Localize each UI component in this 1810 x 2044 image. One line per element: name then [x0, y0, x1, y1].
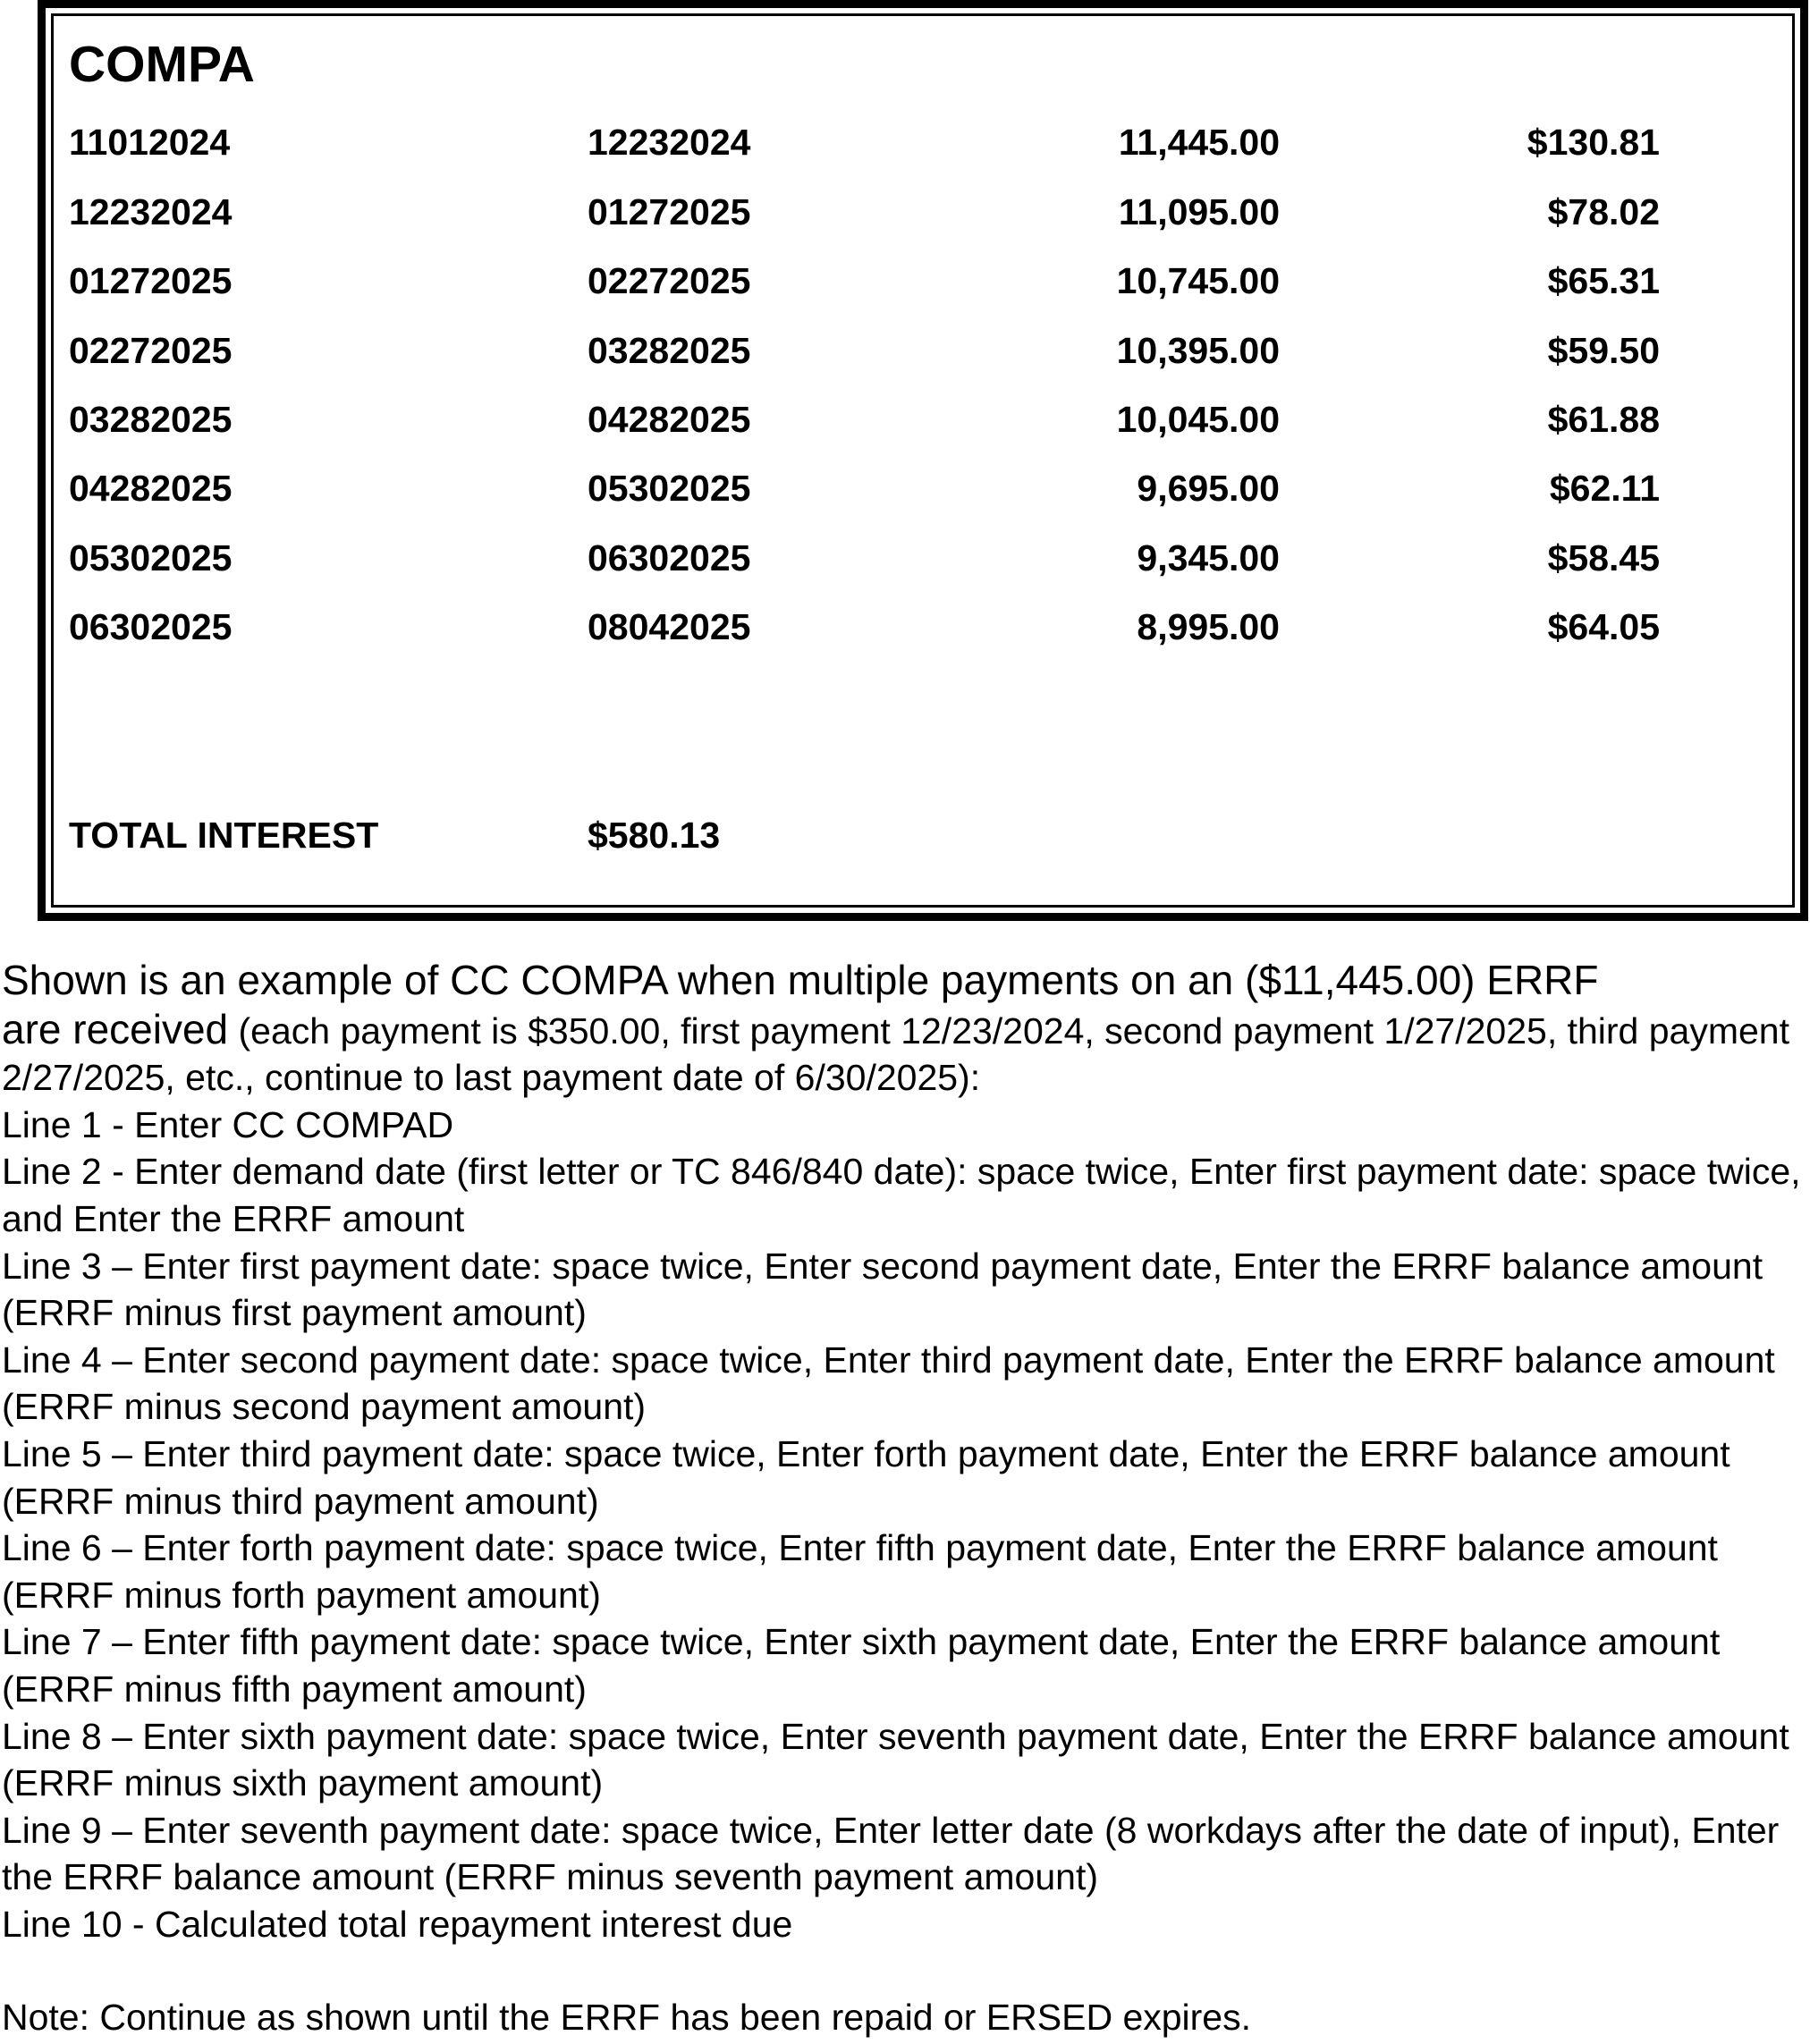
balance-amount: 10,395.00: [1116, 330, 1280, 371]
table-row: [54, 401, 1792, 446]
instruction-line: Line 8 – Enter sixth payment date: space twice, Enter seventh payment date, Enter the ERRF balance amount (ERRF minus sixth payment amount): [2, 1715, 1789, 1804]
to-date: 05302025: [588, 468, 751, 509]
balance-amount: 9,695.00: [1137, 468, 1280, 509]
compa-screen: [54, 16, 1792, 905]
table-row: [54, 470, 1792, 515]
from-date: 02272025: [69, 330, 233, 371]
to-date: 01272025: [588, 191, 751, 232]
instruction-line: Line 4 – Enter second payment date: space twice, Enter third payment date, Enter the ERRF balance amount (ERRF minus second payment amount): [2, 1339, 1775, 1428]
table-row: [54, 606, 1792, 654]
table-row: [54, 330, 1792, 377]
total-interest-value: $580.13: [588, 815, 721, 856]
instruction-line: Line 6 – Enter forth payment date: space twice, Enter fifth payment date, Enter the ERRF balance amount (ERRF minus forth payment amount): [2, 1527, 1718, 1616]
compa-screen-frame: [38, 0, 1808, 921]
screen-command: COMPA: [69, 36, 255, 93]
interest-amount: $65.31: [1547, 260, 1660, 301]
from-date: 12232024: [69, 191, 233, 232]
intro-rest: (each payment is $350.00, first payment 12/23/2024, second payment 1/27/2025, third payment 2/27/2025, etc., continue to last payment date of 6/30/2025):: [2, 1009, 1790, 1099]
to-date: 06302025: [588, 537, 751, 579]
from-date: 01272025: [69, 260, 233, 301]
note-text: Note: Continue as shown until the ERRF has been repaid or ERSED expires.: [2, 1997, 1252, 2039]
table-row: [54, 537, 1792, 585]
interest-amount: $61.88: [1547, 399, 1660, 440]
from-date: 11012024: [69, 122, 231, 163]
intro-lead-2: are received: [2, 1005, 229, 1052]
interest-amount: $58.45: [1547, 537, 1660, 579]
instruction-line: Line 2 - Enter demand date (first letter or TC 846/840 date): space twice, Enter first payment date: space twice, and Enter the ERRF amount: [2, 1151, 1801, 1239]
instruction-line: Line 5 – Enter third payment date: space twice, Enter forth payment date, Enter the ERRF balance amount (ERRF minus third payment amount): [2, 1432, 1730, 1522]
interest-amount: $64.05: [1547, 606, 1660, 647]
table-row: [54, 191, 1792, 239]
instruction-line: Line 10 - Calculated total repayment interest due: [2, 1903, 793, 1945]
table-row: [54, 124, 1792, 169]
balance-amount: 11,445.00: [1118, 122, 1280, 163]
to-date: 08042025: [588, 606, 751, 647]
balance-amount: 10,745.00: [1116, 260, 1280, 301]
intro-paragraph: [2, 957, 1805, 1102]
instruction-line: Line 7 – Enter fifth payment date: space twice, Enter sixth payment date, Enter the ERRF balance amount (ERRF minus fifth payment amount): [2, 1621, 1721, 1710]
to-date: 03282025: [588, 330, 751, 371]
instruction-line: Line 9 – Enter seventh payment date: space twice, Enter letter date (8 workdays after the date of input), Enter the ERRF balance amount (ERRF minus seventh payment amount): [2, 1809, 1780, 1898]
to-date: 04282025: [588, 399, 751, 440]
intro-lead-1: Shown is an example of CC COMPA when multiple payments on an ($11,445.00) ERRF: [2, 957, 1599, 1003]
to-date: 12232024: [588, 122, 751, 163]
total-row: [54, 817, 1792, 862]
interest-amount: $78.02: [1547, 191, 1660, 232]
instruction-line: Line 1 - Enter CC COMPAD: [2, 1103, 454, 1145]
compa-screen-inner-border: [51, 13, 1795, 908]
from-date: 05302025: [69, 537, 233, 579]
from-date: 03282025: [69, 399, 233, 440]
balance-amount: 10,045.00: [1116, 399, 1280, 440]
total-interest-label: TOTAL INTEREST: [69, 815, 379, 856]
interest-amount: $62.11: [1549, 468, 1660, 509]
table-row: [54, 260, 1792, 308]
balance-amount: 11,095.00: [1118, 191, 1280, 232]
interest-amount: $130.81: [1527, 122, 1660, 163]
interest-amount: $59.50: [1547, 330, 1660, 371]
instruction-line: Line 3 – Enter first payment date: space twice, Enter second payment date, Enter the ERRF balance amount (ERRF minus first payment amount): [2, 1245, 1763, 1334]
explanation-text: [2, 957, 1805, 2041]
balance-amount: 9,345.00: [1137, 537, 1280, 579]
to-date: 02272025: [588, 260, 751, 301]
balance-amount: 8,995.00: [1137, 606, 1280, 647]
from-date: 06302025: [69, 606, 233, 647]
from-date: 04282025: [69, 468, 233, 509]
